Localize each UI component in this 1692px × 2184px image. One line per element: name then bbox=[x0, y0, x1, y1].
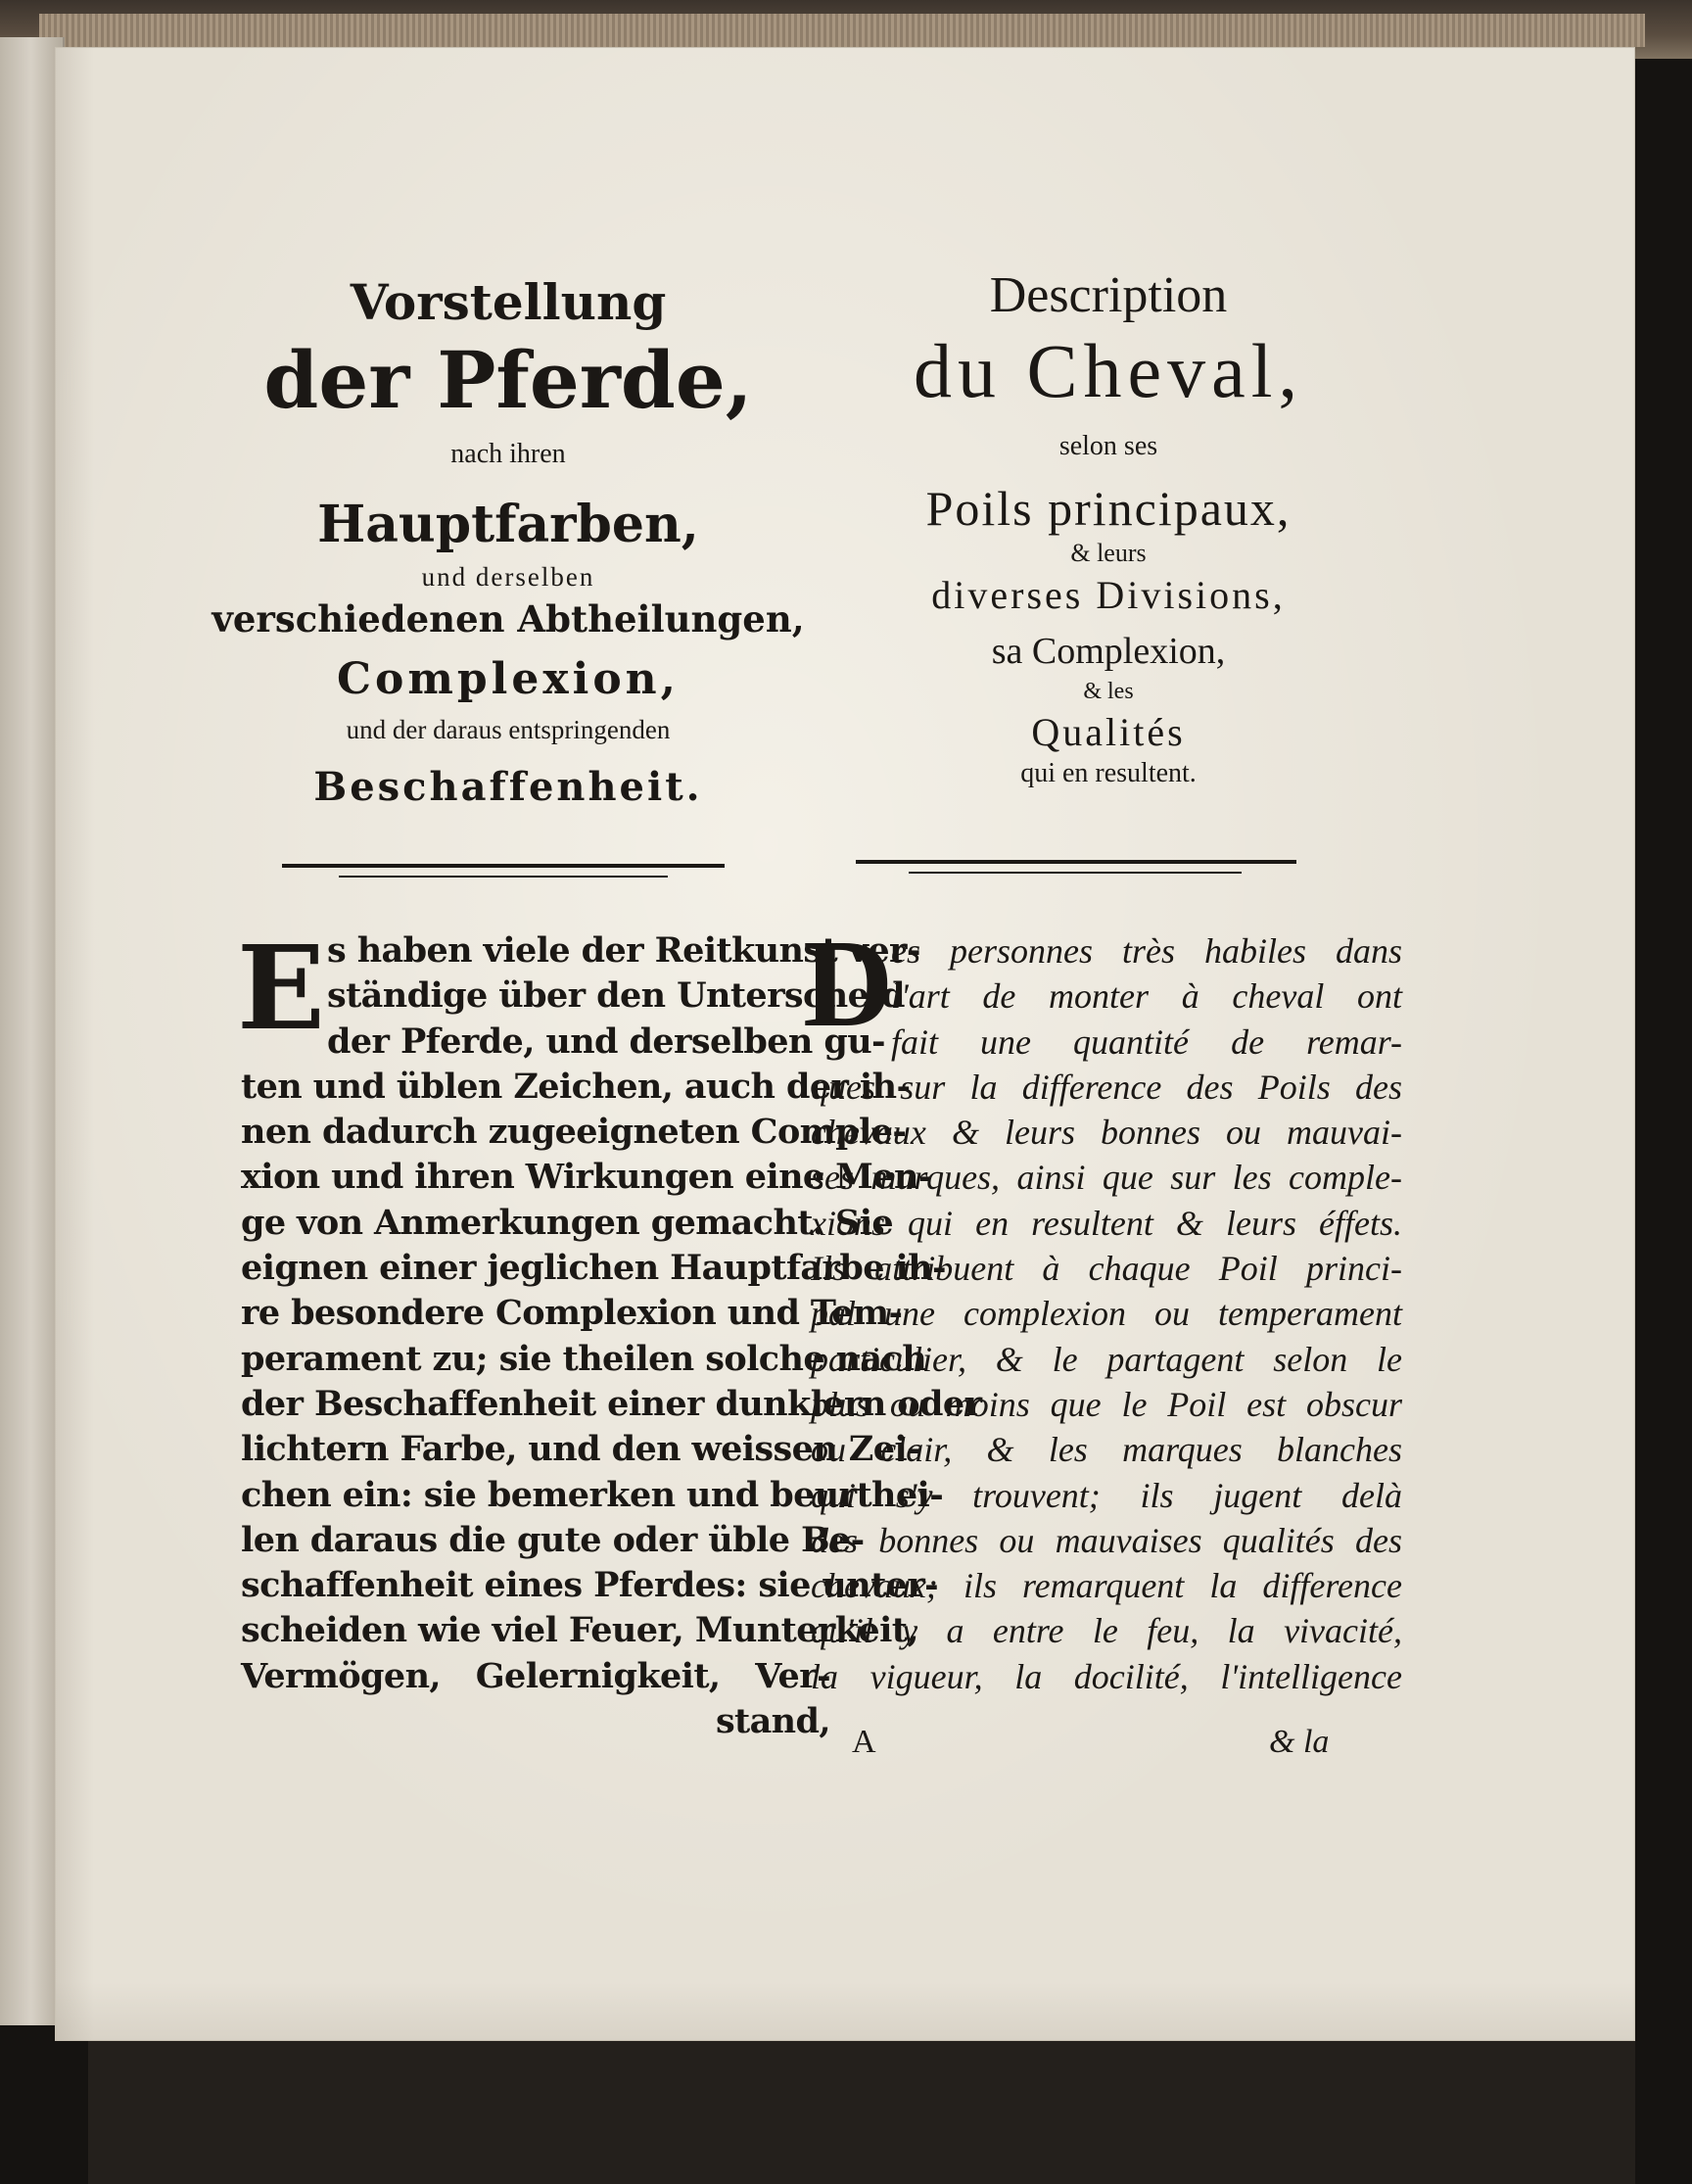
german-title-rule-thin bbox=[339, 876, 668, 878]
german-title-line-5: und derselben bbox=[421, 562, 595, 592]
german-title-line-9: Beschaffenheit. bbox=[313, 764, 703, 810]
german-body-line: Vermögen, Gelernigkeit, Ver- bbox=[241, 1655, 830, 1696]
german-body bbox=[241, 928, 982, 1744]
french-title-line-2: du Cheval, bbox=[914, 328, 1303, 413]
german-body-line: re besondere Complexion und Tem- bbox=[241, 1293, 903, 1334]
german-title-line-4: Hauptfarben, bbox=[317, 495, 699, 554]
book-bottom-shadow bbox=[88, 2037, 1635, 2184]
german-body-line: der Beschaffenheit einer dunklern oder bbox=[241, 1383, 982, 1424]
german-title-line-3: nach ihren bbox=[450, 439, 566, 469]
french-title-line-3: selon ses bbox=[1058, 431, 1158, 461]
french-catchword: & la bbox=[1269, 1724, 1330, 1760]
german-catchword: stand, bbox=[715, 1701, 830, 1742]
french-title-line-4: Poils principaux, bbox=[925, 481, 1292, 536]
french-drop-cap: D bbox=[803, 914, 894, 1053]
french-body-line: xions qui en resultent & leurs éffets. bbox=[811, 1203, 1402, 1243]
french-title-line-9: Qualités bbox=[1031, 710, 1186, 754]
french-title-block bbox=[815, 267, 1402, 799]
french-body-line: Ils attribuent à chaque Poil princi- bbox=[811, 1249, 1402, 1289]
french-body-line: fait une quantité de remar- bbox=[891, 1021, 1402, 1062]
german-body-line: lichtern Farbe, und den weissen Zei- bbox=[241, 1429, 920, 1470]
french-body-line: la vigueur, la docilité, l'intelligence bbox=[811, 1656, 1402, 1696]
french-body-line: plus ou moins que le Poil est obscur bbox=[811, 1384, 1402, 1424]
german-body-line: xion und ihren Wirkungen eine Men- bbox=[241, 1157, 932, 1198]
german-body-line: der Pferde, und derselben gu- bbox=[327, 1021, 885, 1062]
german-body-line: s haben viele der Reitkunst ver- bbox=[327, 930, 920, 971]
french-body-line: des bonnes ou mauvaises qualités des bbox=[811, 1520, 1402, 1560]
german-body-line: schaffenheit eines Pferdes: sie unter- bbox=[241, 1565, 939, 1606]
signature-mark: A bbox=[852, 1724, 876, 1760]
french-body bbox=[811, 928, 1402, 1699]
french-body-line: es personnes très habiles dans bbox=[891, 931, 1402, 971]
french-title-rule bbox=[856, 860, 1296, 864]
german-body-line: nen dadurch zugeeigneten Comple- bbox=[241, 1112, 907, 1153]
german-title-line-6: verschiedenen Abtheilungen, bbox=[212, 597, 805, 641]
french-title-line-8: & les bbox=[1083, 679, 1134, 704]
french-body-line: ou clair, & les marques blanches bbox=[811, 1430, 1402, 1470]
german-body-line: eignen einer jeglichen Hauptfarbe ih- bbox=[241, 1248, 946, 1289]
french-title-line-1: Description bbox=[989, 267, 1228, 323]
german-title-line-7: Complexion, bbox=[336, 654, 680, 704]
german-title-block bbox=[192, 274, 824, 817]
book-page bbox=[55, 47, 1635, 2041]
french-body-line: l'art de monter à cheval ont bbox=[891, 976, 1402, 1017]
french-title-rule-thin bbox=[909, 872, 1242, 874]
german-body-line: ständige über den Unterscheid bbox=[327, 975, 905, 1017]
french-title-line-6: diverses Divisions, bbox=[931, 573, 1286, 617]
page-edges-top bbox=[39, 14, 1645, 49]
french-body-line: ques sur la difference des Poils des bbox=[811, 1067, 1402, 1107]
german-title-rule bbox=[282, 864, 725, 868]
french-body-line: chevaux & leurs bonnes ou mauvai- bbox=[811, 1113, 1402, 1153]
german-body-line: len daraus die gute oder üble Be- bbox=[241, 1519, 865, 1560]
german-title-line-8: und der daraus entspringenden bbox=[346, 715, 671, 744]
french-body-line: chevaux; ils remarquent la difference bbox=[811, 1566, 1402, 1606]
french-title-line-5: & leurs bbox=[1070, 539, 1147, 567]
german-title-line-1: Vorstellung bbox=[350, 273, 667, 331]
german-body-line: chen ein: sie bemerken und beurthei- bbox=[241, 1474, 944, 1515]
german-body-line: ten und üblen Zeichen, auch der ih- bbox=[241, 1066, 911, 1107]
french-body-line: pal une complexion ou temperament bbox=[811, 1294, 1402, 1334]
french-title-line-10: qui en resultent. bbox=[1020, 758, 1197, 788]
french-title-line-7: sa Complexion, bbox=[991, 631, 1226, 672]
german-title-line-2: der Pferde, bbox=[263, 334, 753, 426]
german-body-line: perament zu; sie theilen solche nach bbox=[241, 1338, 927, 1379]
french-body-line: ses marques, ainsi que sur les comple- bbox=[811, 1158, 1402, 1198]
german-body-line: scheiden wie viel Feuer, Munterkeit, bbox=[241, 1610, 918, 1651]
french-body-line: qu'il y a entre le feu, la vivacité, bbox=[811, 1611, 1402, 1651]
french-body-line: particulier, & le partagent selon le bbox=[811, 1339, 1402, 1379]
german-body-line: ge von Anmerkungen gemacht. Sie bbox=[241, 1202, 894, 1243]
french-body-line: qui s'y trouvent; ils jugent delà bbox=[811, 1475, 1402, 1515]
german-drop-cap: E bbox=[237, 920, 325, 1056]
